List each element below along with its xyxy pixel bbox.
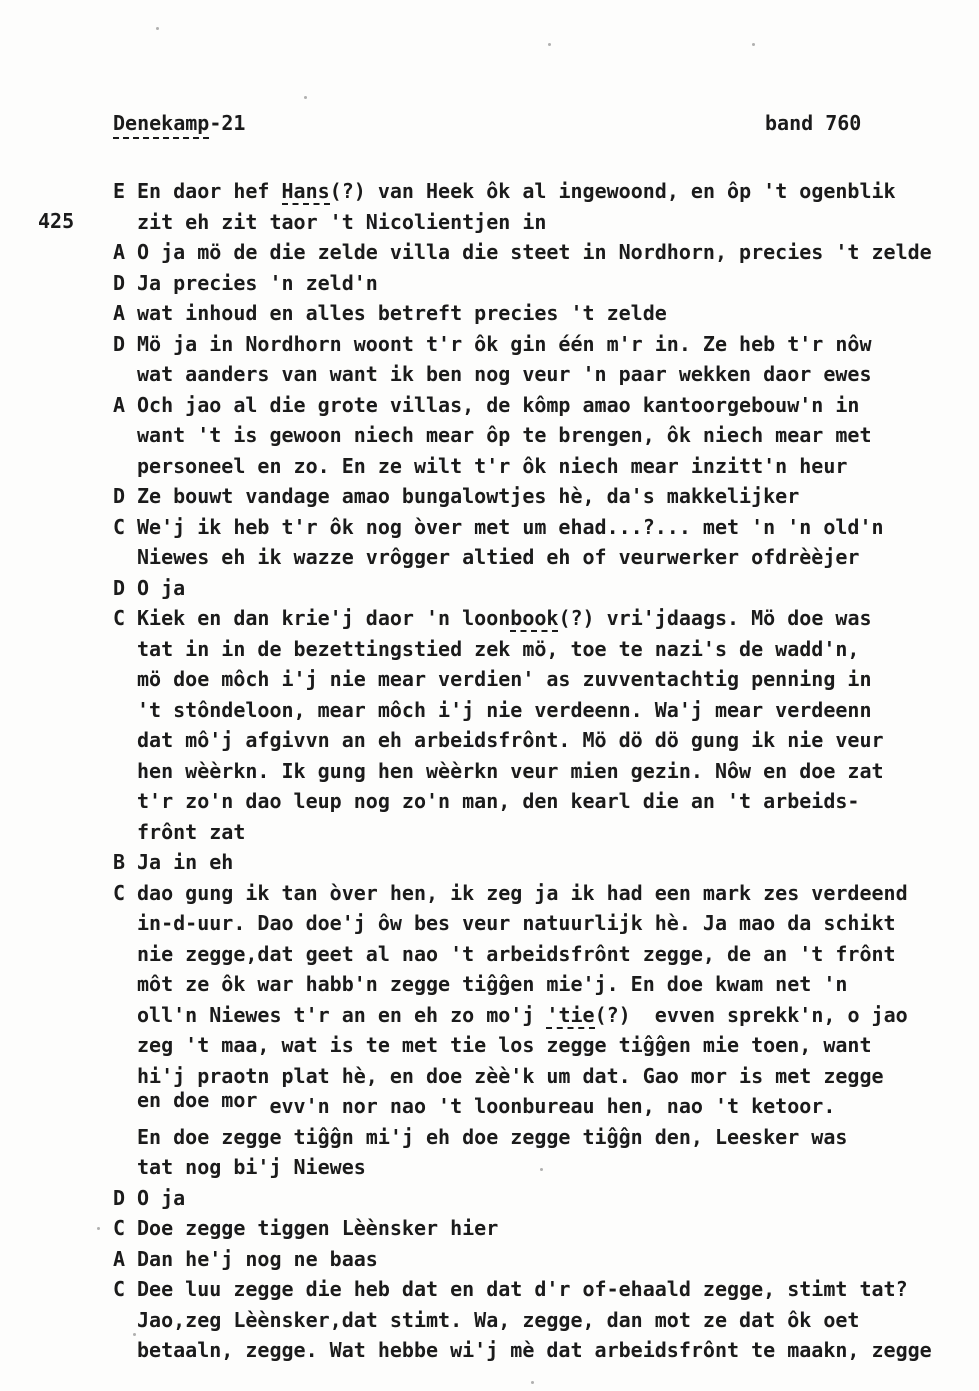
line-text: [137, 786, 859, 817]
text-segment: personeel en zo. En ze wilt t'r ôk niech mear inzitt'n heur: [137, 453, 848, 478]
line-text: [137, 847, 233, 878]
transcript-line: [113, 512, 969, 543]
speaker-label: A: [113, 1246, 126, 1271]
text-segment: Dee luu zegge die heb dat en dat d'r of-ehaald zegge, stimt tat?: [137, 1277, 908, 1301]
line-text: [137, 1061, 884, 1092]
transcript: [113, 176, 969, 1366]
speaker-label: D: [113, 270, 126, 295]
scan-speck: [752, 43, 755, 46]
text-segment: Mö ja in Nordhorn woont t'r ôk gin één m'r in. Ze heb t'r nôw: [137, 331, 872, 356]
speaker-label: D: [113, 575, 126, 600]
transcript-line: [113, 420, 969, 451]
speaker-label: D: [113, 484, 126, 508]
line-text: [137, 908, 896, 939]
line-text: [137, 939, 896, 970]
speaker-label: D: [113, 331, 126, 356]
text-segment: t'r zo'n dao leup nog zo'n man, den kearl die an 't arbeids-: [137, 789, 860, 813]
text-segment: En doe zegge tiĝĝn mi'j eh doe zegge tiĝĝn den, Leesker was: [137, 1124, 848, 1149]
line-text: [137, 1305, 859, 1336]
text-segment: want 't is gewoon niech mear ôp te brengen, ôk niech mear met: [137, 423, 872, 447]
transcript-line: [113, 817, 969, 848]
transcript-line: [113, 237, 969, 268]
transcript-line: [113, 451, 969, 482]
line-text: [137, 237, 932, 268]
text-segment: wat inhoud en alles betreft precies 't zelde: [137, 301, 667, 325]
scan-speck: [531, 1381, 534, 1384]
transcript-line: [113, 786, 969, 817]
text-segment: Niewes eh ik wazze vrôgger altied eh of veurwerker ofdrèèjer: [137, 545, 860, 569]
scan-speck: [156, 27, 159, 30]
speaker-label: C: [113, 1277, 126, 1301]
line-text: [137, 207, 546, 238]
transcript-line: [113, 1213, 969, 1244]
speaker-label: C: [113, 606, 126, 630]
text-segment: tat in in de bezettingstied zek mö, toe te nazi's de wadd'n,: [137, 636, 860, 661]
line-text: [137, 1000, 908, 1031]
underlined-word: 'tie: [546, 1002, 595, 1027]
transcript-line: [113, 1335, 969, 1366]
line-text: [137, 176, 896, 207]
text-segment: 't stôndeloon, mear môch i'j nie verdeenn. Wa'j mear verdeenn: [137, 697, 872, 722]
raised-text: en doe mor: [137, 1088, 270, 1112]
line-text: [137, 756, 884, 787]
line-text: [137, 664, 872, 695]
transcript-line: [113, 176, 969, 207]
transcript-line: [113, 573, 969, 604]
transcript-line: [113, 756, 969, 787]
line-text: [137, 695, 872, 726]
text-segment: wat aanders van want ik ben nog veur 'n paar wekken daor ewes: [137, 362, 872, 386]
line-text: [137, 1088, 836, 1122]
line-text: [137, 298, 667, 329]
transcript-line: [113, 268, 969, 299]
transcript-line: [113, 1122, 969, 1153]
text-segment: En daor hef: [137, 179, 282, 203]
text-segment: O ja: [137, 1185, 186, 1210]
line-text: [137, 542, 859, 573]
line-text: [137, 725, 884, 756]
speaker-label: C: [113, 880, 126, 905]
transcript-line: [113, 1000, 969, 1031]
line-text: [137, 329, 872, 360]
text-segment: tat nog bi'j Niewes: [137, 1155, 366, 1179]
transcript-line: [113, 1030, 969, 1061]
underlined-word: Hans: [281, 179, 330, 203]
line-text: [137, 390, 859, 421]
text-segment: Ze bouwt vandage amao bungalowtjes hè, da's makkelijker: [137, 484, 800, 508]
text-segment: We'j ik heb t'r ôk nog òver met um ehad...?... met 'n 'n old'n: [137, 514, 884, 539]
line-text: [137, 451, 847, 482]
text-segment: (?) van Heek ôk al ingewoond, en ôp 't ogenblik: [329, 179, 896, 203]
margin-line-number: 425: [38, 209, 75, 233]
speaker-label: A: [113, 392, 126, 417]
transcript-line: [113, 390, 969, 421]
transcript-line: [113, 1244, 969, 1275]
text-segment: Ja precies 'n zeld'n: [137, 270, 378, 295]
transcript-line: [113, 725, 969, 756]
speaker-label: E: [113, 179, 126, 203]
text-segment: O ja: [137, 575, 186, 600]
transcript-line: [113, 329, 969, 360]
scan-speck: [548, 43, 551, 46]
line-text: [137, 512, 884, 543]
transcript-line: [113, 664, 969, 695]
text-segment: Dan he'j nog ne baas: [137, 1246, 378, 1271]
speaker-label: D: [113, 1185, 126, 1210]
text-segment: Kiek en dan krie'j daor 'n loon: [137, 606, 511, 630]
line-text: [137, 481, 799, 512]
text-segment: Jao,zeg Lèènsker,dat stimt. Wa, zegge, dan mot ze dat ôk oet: [137, 1307, 860, 1332]
underlined-word: book: [510, 606, 559, 630]
text-segment: betaaln, zegge. Wat hebbe wi'j mè dat arbeidsfrônt te maakn, zegge: [137, 1338, 932, 1362]
transcript-line: [113, 847, 969, 878]
band-label: band 760: [765, 111, 862, 135]
scan-speck: [97, 1227, 100, 1230]
transcript-line: [113, 939, 969, 970]
document-title: [113, 110, 245, 136]
text-segment: Ja in eh: [137, 850, 234, 874]
text-segment: evv'n nor nao 't loonbureau hen, nao 't ketoor.: [269, 1094, 836, 1118]
transcript-line: [113, 634, 969, 665]
speaker-label: C: [113, 514, 126, 539]
text-segment: môt ze ôk war habb'n zegge tiĝĝen mie'j. En doe kwam net 'n: [137, 972, 848, 996]
document-title-number: -21: [209, 111, 246, 135]
transcript-line: [113, 969, 969, 1000]
text-segment: frônt zat: [137, 819, 246, 844]
text-segment: zit eh zit taor 't Nicolientjen in: [137, 209, 547, 234]
line-text: [137, 878, 908, 909]
transcript-line: [113, 1274, 969, 1305]
line-text: [137, 1030, 872, 1061]
text-segment: dat mô'j afgivvn an eh arbeidsfrônt. Mö dö dö gung ik nie veur: [137, 728, 884, 752]
transcript-line: [113, 1088, 969, 1122]
transcript-line: [113, 298, 969, 329]
text-segment: O ja mö de die zelde villa die steet in Nordhorn, precies 't zelde: [137, 240, 932, 264]
line-text: [137, 420, 872, 451]
text-segment: in-d-uur. Dao doe'j ôw bes veur natuurlijk hè. Ja mao da schikt: [137, 911, 896, 935]
transcript-line: [113, 878, 969, 909]
text-segment: hi'j praotn plat hè, en doe zèè'k um dat. Gao mor is met zegge: [137, 1063, 884, 1088]
scan-speck: [133, 1333, 136, 1336]
page-header: [0, 110, 979, 140]
line-text: [137, 1152, 366, 1183]
transcript-line: [113, 603, 969, 634]
text-segment: (?) vri'jdaags. Mö doe was: [558, 606, 872, 630]
line-text: [137, 1213, 498, 1244]
document-title-name: Denekamp: [113, 111, 209, 139]
speaker-label: A: [113, 301, 126, 325]
transcript-line: [113, 542, 969, 573]
line-text: [137, 1122, 847, 1153]
line-text: [137, 1183, 185, 1214]
text-segment: hen wèèrkn. Ik gung hen wèèrkn veur mien gezin. Nôw en doe zat: [137, 758, 884, 783]
text-segment: oll'n Niewes t'r an en eh zo mo'j: [137, 1002, 547, 1027]
scan-speck: [304, 96, 307, 99]
scan-speck: [540, 1168, 543, 1171]
line-text: [137, 573, 185, 604]
transcript-line: [113, 359, 969, 390]
transcript-line: [113, 481, 969, 512]
text-segment: (?) evven sprekk'n, o jao: [594, 1002, 908, 1027]
line-text: [137, 1274, 908, 1305]
transcript-line: [113, 207, 969, 238]
line-text: [137, 969, 847, 1000]
speaker-label: B: [113, 850, 126, 874]
transcript-line: [113, 1183, 969, 1214]
text-segment: mö doe môch i'j nie mear verdien' as zuvventachtig penning in: [137, 667, 872, 691]
transcript-line: [113, 695, 969, 726]
text-segment: Doe zegge tiggen Lèènsker hier: [137, 1216, 499, 1240]
line-text: [137, 817, 245, 848]
line-text: [137, 268, 378, 299]
transcript-line: [113, 1305, 969, 1336]
transcript-line: [113, 1061, 969, 1092]
line-text: [137, 1244, 378, 1275]
speaker-label: A: [113, 240, 126, 264]
speaker-label: C: [113, 1216, 126, 1240]
line-text: [137, 1335, 932, 1366]
text-segment: dao gung ik tan òver hen, ik zeg ja ik had een mark zes verdeend: [137, 880, 908, 905]
transcript-line: [113, 908, 969, 939]
text-segment: zeg 't maa, wat is te met tie los zegge tiĝĝen mie toen, want: [137, 1033, 872, 1057]
text-segment: Och jao al die grote villas, de kômp amao kantoorgebouw'n in: [137, 392, 860, 417]
line-text: [137, 359, 872, 390]
line-text: [137, 634, 859, 665]
text-segment: nie zegge,dat geet al nao 't arbeidsfrônt zegge, de an 't frônt: [137, 941, 896, 966]
line-text: [137, 603, 872, 634]
